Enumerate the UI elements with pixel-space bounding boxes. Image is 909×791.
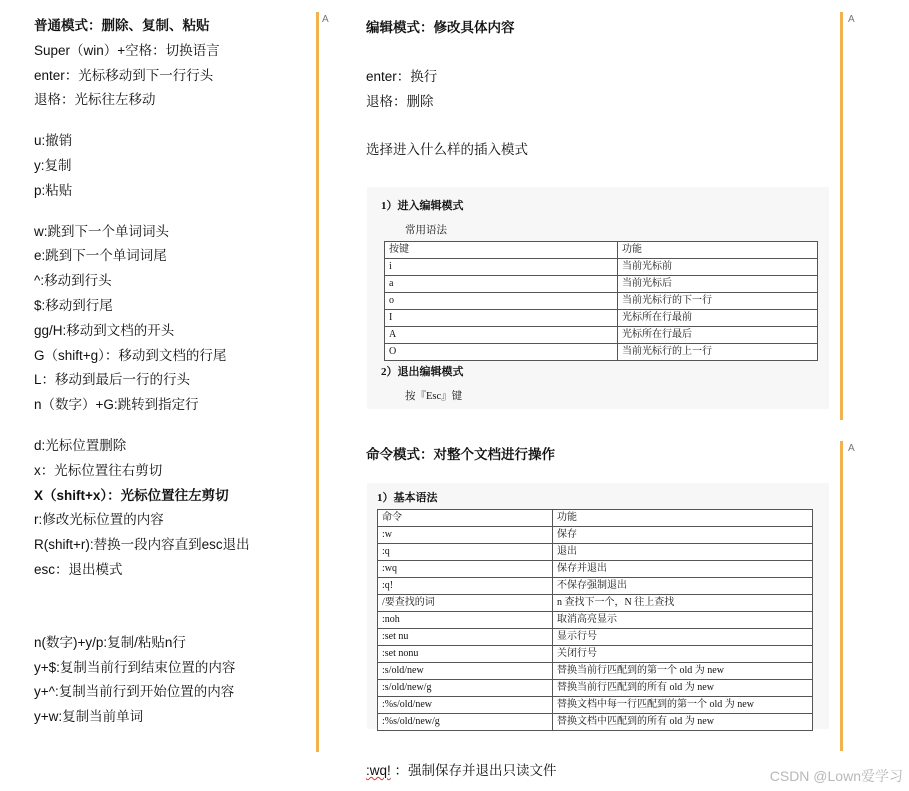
figure-subheading: 常用语法: [405, 225, 447, 236]
edit-mode-figure: [367, 187, 829, 409]
key-cell: :noh: [378, 612, 553, 629]
table-row: [378, 629, 813, 646]
key-cell: O: [385, 344, 618, 361]
table-row: [385, 293, 818, 310]
annotation-mark: A: [322, 14, 329, 25]
right-column-divider-bottom: [840, 441, 843, 751]
key-cell: :q!: [378, 578, 553, 595]
table-row: [385, 327, 818, 344]
table-header-cell: 功能: [553, 510, 813, 527]
function-cell: 当前光标行的上一行: [618, 344, 818, 361]
table-row: [378, 595, 813, 612]
note-line: r:修改光标位置的内容: [34, 512, 164, 528]
function-cell: 取消高亮显示: [553, 612, 813, 629]
function-cell: 不保存强制退出: [553, 578, 813, 595]
note-line: X（shift+x）：光标位置往左剪切: [34, 487, 229, 503]
table-header-cell: 功能: [618, 242, 818, 259]
spacer: [34, 615, 250, 631]
key-cell: A: [385, 327, 618, 344]
note-line: e:跳到下一个单词词尾: [34, 248, 167, 264]
spacer: [34, 599, 250, 615]
note-line: esc：退出模式: [34, 561, 123, 577]
right-column-divider-top: [840, 12, 843, 420]
note-line: 普通模式：删除、复制、粘贴: [34, 18, 210, 33]
spacer: [34, 418, 250, 434]
note-line: n（数字）+G:跳转到指定行: [34, 397, 199, 413]
key-cell: :set nonu: [378, 646, 553, 663]
table-row: [378, 646, 813, 663]
key-cell: :q: [378, 544, 553, 561]
note-line: L：移动到最后一行的行头: [34, 372, 191, 388]
key-cell: I: [385, 310, 618, 327]
table-header-cell: 按键: [385, 242, 618, 259]
function-cell: 保存: [553, 527, 813, 544]
table-row: [385, 344, 818, 361]
table-header-row: [378, 510, 813, 527]
key-cell: :s/old/new/g: [378, 680, 553, 697]
figure-heading: 1）进入编辑模式: [381, 200, 464, 212]
force-save-line: [366, 759, 557, 784]
note-line: u:撤销: [34, 133, 73, 149]
note-line: n(数字)+y/p:复制/粘贴n行: [34, 634, 186, 650]
left-notes-column: [34, 14, 250, 730]
note-line: $:移动到行尾: [34, 297, 113, 313]
function-cell: 关闭行号: [553, 646, 813, 663]
key-cell: :set nu: [378, 629, 553, 646]
function-cell: 显示行号: [553, 629, 813, 646]
key-cell: a: [385, 276, 618, 293]
annotation-mark: A: [848, 14, 855, 25]
edit-mode-line: 退格：删除: [366, 93, 434, 109]
watermark: CSDN @Lown爱学习: [769, 768, 903, 784]
edit-key-table: [384, 241, 818, 361]
note-line: R(shift+r):替换一段内容直到esc退出: [34, 537, 250, 553]
table-row: [378, 561, 813, 578]
note-line: gg/H:移动到文档的开头: [34, 322, 175, 338]
spacer: [34, 204, 250, 220]
note-line: x：光标位置往右剪切: [34, 462, 163, 478]
table-header-row: [385, 242, 818, 259]
key-cell: :wq: [378, 561, 553, 578]
table-row: [378, 714, 813, 731]
figure-heading: 2）退出编辑模式: [381, 366, 464, 378]
table-row: [378, 697, 813, 714]
key-cell: /要查找的词: [378, 595, 553, 612]
table-row: [378, 612, 813, 629]
note-line: d:光标位置删除: [34, 437, 127, 453]
function-cell: 替换文档中匹配到的所有 old 为 new: [553, 714, 813, 731]
table-row: [378, 663, 813, 680]
table-row: [385, 276, 818, 293]
spacer: [34, 113, 250, 129]
spacer: [34, 583, 250, 599]
function-cell: 退出: [553, 544, 813, 561]
note-line: enter：光标移动到下一行行头: [34, 67, 214, 83]
note-line: p:粘贴: [34, 182, 73, 198]
note-line: G（shift+g）：移动到文档的行尾: [34, 347, 227, 363]
function-cell: 当前光标前: [618, 259, 818, 276]
edit-mode-line: enter：换行: [366, 68, 438, 84]
note-line: y+w:复制当前单词: [34, 709, 144, 725]
table-row: [385, 310, 818, 327]
function-cell: 光标所在行最前: [618, 310, 818, 327]
command-mode-figure: [367, 483, 829, 729]
table-header-cell: 命令: [378, 510, 553, 527]
function-cell: 当前光标行的下一行: [618, 293, 818, 310]
table-row: [378, 680, 813, 697]
command-footer: [366, 759, 557, 784]
function-cell: n 查找下一个，N 往上查找: [553, 595, 813, 612]
key-cell: o: [385, 293, 618, 310]
figure-note: 按『Esc』键: [405, 391, 463, 402]
note-line: 退格：光标往左移动: [34, 92, 156, 108]
command-mode-title: 命令模式：对整个文档进行操作: [366, 447, 555, 462]
function-cell: 光标所在行最后: [618, 327, 818, 344]
note-line: y:复制: [34, 157, 72, 173]
key-cell: i: [385, 259, 618, 276]
wq-force-command: :wq!: [366, 763, 391, 778]
insert-mode-prompt: 选择进入什么样的插入模式: [366, 142, 528, 158]
key-cell: :%s/old/new: [378, 697, 553, 714]
annotation-mark: A: [848, 443, 855, 454]
table-row: [378, 527, 813, 544]
function-cell: 替换文档中每一行匹配到的第一个 old 为 new: [553, 697, 813, 714]
note-line: y+$:复制当前行到结束位置的内容: [34, 659, 236, 675]
function-cell: 保存并退出: [553, 561, 813, 578]
note-line: y+^:复制当前行到开始位置的内容: [34, 684, 235, 700]
command-table: [377, 509, 813, 731]
function-cell: 当前光标后: [618, 276, 818, 293]
figure-heading: 1）基本语法: [377, 492, 438, 504]
edit-mode-section: [366, 16, 528, 163]
command-mode-section: [366, 443, 555, 468]
note-line: Super（win）+空格：切换语言: [34, 42, 220, 58]
function-cell: 替换当前行匹配到的所有 old 为 new: [553, 680, 813, 697]
key-cell: :%s/old/new/g: [378, 714, 553, 731]
key-cell: :w: [378, 527, 553, 544]
edit-mode-title: 编辑模式：修改具体内容: [366, 20, 515, 35]
note-line: w:跳到下一个单词词头: [34, 223, 169, 239]
table-row: [385, 259, 818, 276]
table-row: [378, 544, 813, 561]
table-row: [378, 578, 813, 595]
key-cell: :s/old/new: [378, 663, 553, 680]
left-column-divider: [316, 12, 319, 752]
function-cell: 替换当前行匹配到的第一个 old 为 new: [553, 663, 813, 680]
force-save-text: ：强制保存并退出只读文件: [390, 763, 557, 778]
note-line: ^:移动到行头: [34, 273, 112, 289]
